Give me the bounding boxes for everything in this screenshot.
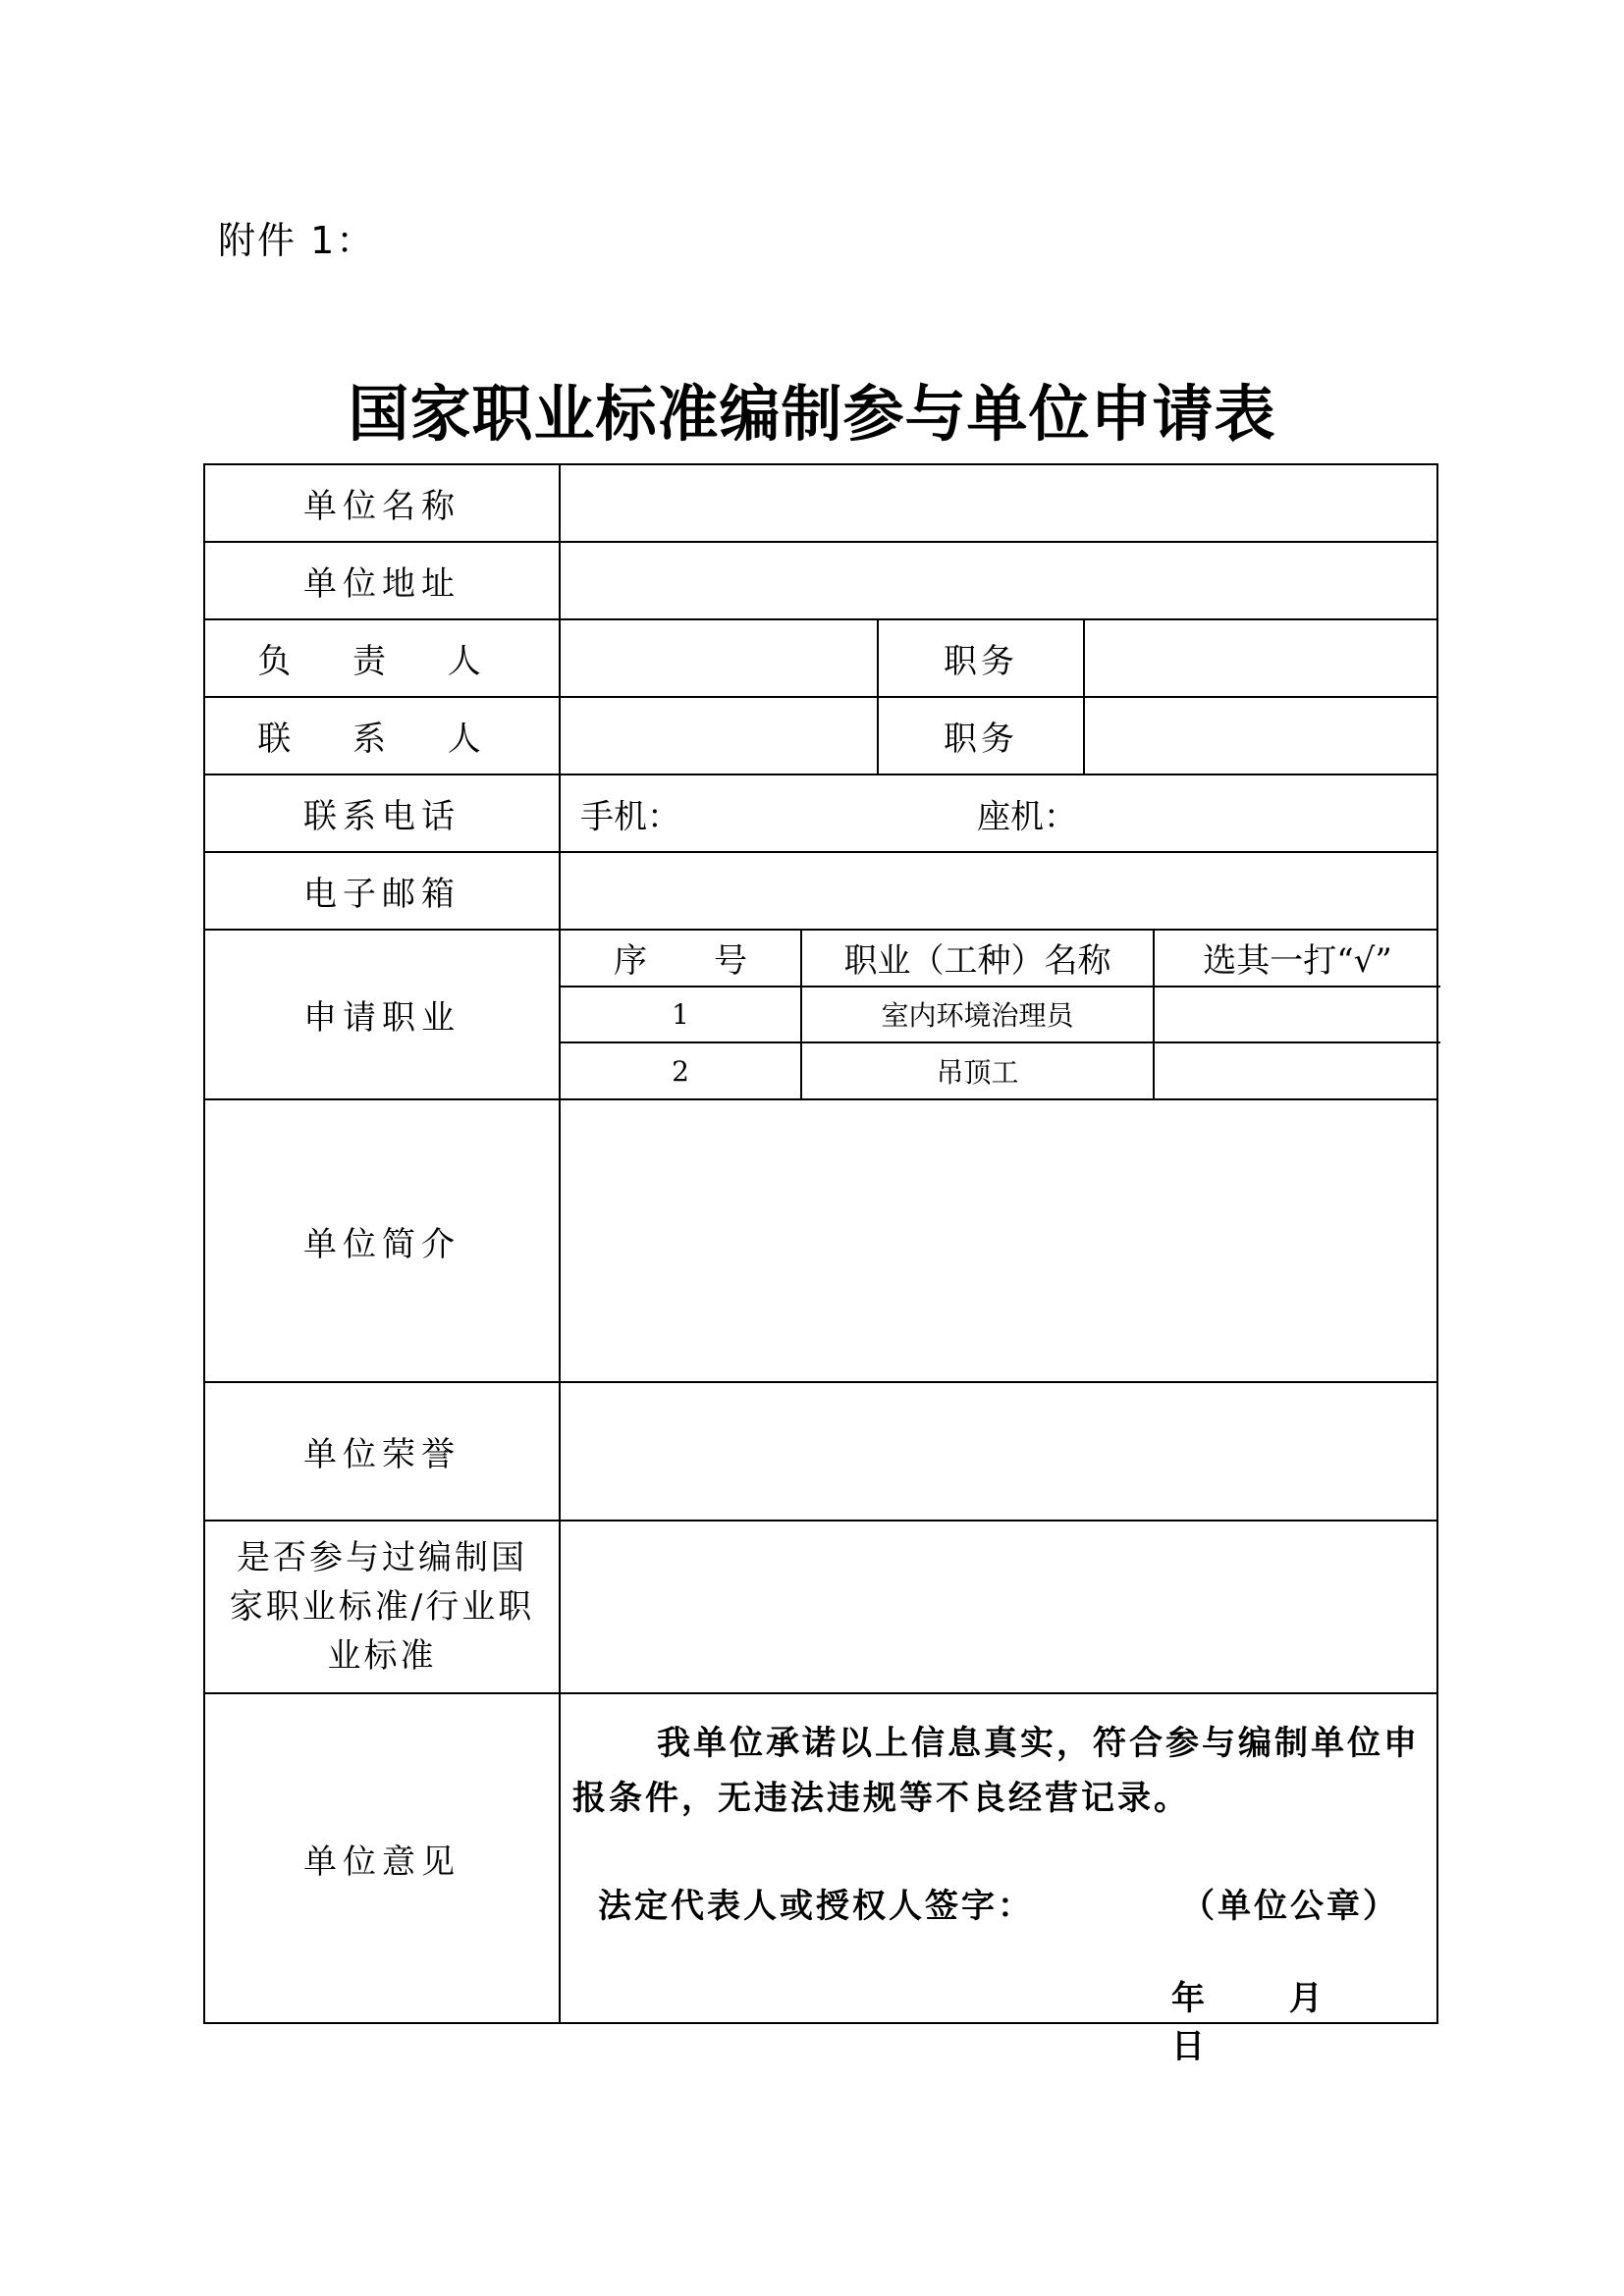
header-occupation-name: 职业（工种）名称 — [801, 931, 1154, 987]
landline-label: 座机： — [977, 797, 1077, 836]
unit-address-label: 单位地址 — [204, 542, 560, 619]
date-day: 日 — [1171, 2027, 1205, 2066]
mobile-label: 手机： — [580, 797, 680, 836]
occupation-table — [561, 931, 1440, 1098]
unit-opinion-field — [560, 1693, 1437, 2066]
contact-phone-label: 联系电话 — [204, 774, 560, 852]
unit-honors-label: 单位荣誉 — [204, 1382, 560, 1521]
commitment-text: 我单位承诺以上信息真实，符合参与编制单位申报条件，无违法违规等不良经营记录。 — [572, 1724, 1420, 1818]
attachment-label: 附件 1： — [218, 219, 376, 262]
participated-label-line: 业标准 — [327, 1636, 437, 1676]
row-unit-intro — [204, 1099, 1437, 1382]
row-contact-person — [204, 697, 1437, 774]
person-in-charge-label: 负 责 人 — [204, 619, 560, 697]
row-check-cell[interactable] — [1154, 987, 1440, 1043]
participated-label — [204, 1521, 560, 1693]
participated-label-line: 是否参与过编制国 — [237, 1538, 527, 1577]
email-label: 电子邮箱 — [204, 852, 560, 930]
row-unit-opinion — [204, 1693, 1437, 2023]
row-contact-phone — [204, 774, 1437, 852]
position-label: 职务 — [878, 619, 1084, 697]
header-select: 选其一打“√” — [1154, 931, 1440, 987]
row-unit-honors — [204, 1382, 1437, 1521]
table-row — [561, 1042, 1440, 1098]
date-year: 年 — [1171, 1979, 1205, 2018]
row-unit-address — [204, 542, 1437, 619]
date-month: 月 — [1288, 1979, 1323, 2018]
row-participated — [204, 1521, 1437, 1693]
row-no: 1 — [561, 987, 801, 1043]
header-seq: 序 号 — [561, 931, 801, 987]
person-in-charge-position-field[interactable] — [1084, 619, 1437, 697]
row-email — [204, 852, 1437, 930]
unit-name-label: 单位名称 — [204, 464, 560, 542]
signature-label: 法定代表人或授权人签字： — [598, 1887, 1034, 1926]
row-person-in-charge — [204, 619, 1437, 697]
page-title: 国家职业标准编制参与单位申请表 — [348, 378, 1276, 450]
unit-name-field[interactable] — [560, 464, 1437, 542]
date-line — [1171, 1971, 1436, 2067]
contact-person-label: 联 系 人 — [204, 697, 560, 774]
row-unit-name — [204, 464, 1437, 542]
occupation-cell — [560, 930, 1437, 1099]
unit-honors-field[interactable] — [560, 1382, 1437, 1521]
unit-intro-label: 单位简介 — [204, 1099, 560, 1382]
row-occupation-name: 室内环境治理员 — [801, 987, 1154, 1043]
table-row — [561, 987, 1440, 1043]
person-in-charge-field[interactable] — [560, 619, 878, 697]
participated-field[interactable] — [560, 1521, 1437, 1693]
position-label: 职务 — [878, 697, 1084, 774]
row-applied-occupation — [204, 930, 1437, 1099]
unit-address-field[interactable] — [560, 542, 1437, 619]
unit-intro-field[interactable] — [560, 1099, 1437, 1382]
row-occupation-name: 吊顶工 — [801, 1042, 1154, 1098]
email-field[interactable] — [560, 852, 1437, 930]
seal-label: （单位公章） — [1181, 1887, 1399, 1926]
contact-person-field[interactable] — [560, 697, 878, 774]
occupation-header-row — [561, 931, 1440, 987]
row-check-cell[interactable] — [1154, 1042, 1440, 1098]
contact-person-position-field[interactable] — [1084, 697, 1437, 774]
contact-phone-field[interactable] — [560, 774, 1437, 852]
application-form — [203, 463, 1438, 2066]
unit-opinion-label: 单位意见 — [204, 1693, 560, 2023]
row-no: 2 — [561, 1042, 801, 1098]
applied-occupation-label: 申请职业 — [204, 930, 560, 1099]
participated-label-line: 家职业标准/行业职 — [229, 1587, 535, 1627]
